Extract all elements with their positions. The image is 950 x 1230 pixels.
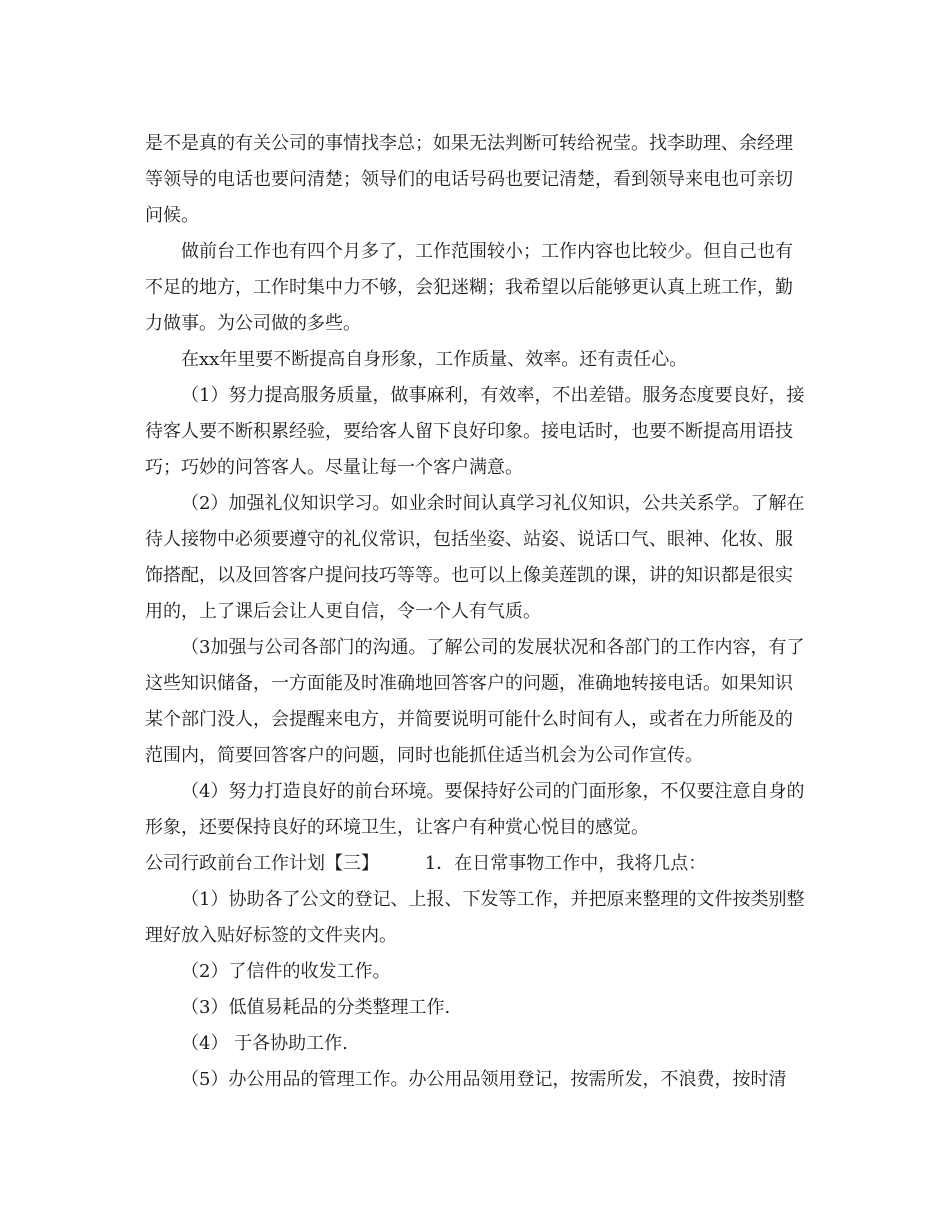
- paragraph-goal-2: （2）加强礼仪知识学习。如业余时间认真学习礼仪知识，公共关系学。了解在待人接物中必须要遵守的礼仪常识，包括坐姿、站姿、说话口气、眼神、化妆、服饰搭配，以及回答客户提问技巧等等。也可以上像美莲凯的课，讲的知识都是很实用的，上了课后会让人更自信，令一个人有气质。: [145, 493, 805, 622]
- section-heading-plan-three: 公司行政前台工作计划【三】 1．在日常事物工作中，我将几点：: [145, 853, 707, 874]
- paragraph-task-2: （2）了信件的收发工作。: [181, 961, 391, 982]
- paragraph-task-3: （3）低值易耗品的分类整理工作.: [181, 997, 451, 1018]
- paragraph-task-5: （5）办公用品的管理工作。办公用品领用登记，按需所发，不浪费，按时清: [181, 1069, 787, 1090]
- paragraph-continuation: 是不是真的有关公司的事情找李总；如果无法判断可转给祝莹。找李助理、余经理等领导的电话也要问清楚；领导们的电话号码也要记清楚，看到领导来电也可亲切问候。: [145, 133, 793, 226]
- paragraph-task-1: （1）协助各了公文的登记、上报、下发等工作，并把原来整理的文件按类别整理好放入贴好标签的文件夹内。: [145, 889, 805, 946]
- paragraph-goals-intro: 在xx年里要不断提高自身形象，工作质量、效率。还有责任心。: [181, 349, 688, 370]
- paragraph-task-4: （4） 于各协助工作.: [181, 1033, 348, 1054]
- paragraph-goal-4: （4）努力打造良好的前台环境。要保持好公司的门面形象，不仅要注意自身的形象，还要保持良好的环境卫生，让客户有种赏心悦目的感觉。: [145, 781, 805, 838]
- paragraph-goal-1: （1）努力提高服务质量，做事麻利，有效率，不出差错。服务态度要良好，接待客人要不断积累经验，要给客人留下良好印象。接电话时，也要不断提高用语技巧；巧妙的问答客人。尽量让每一个客户满意。: [145, 385, 805, 478]
- paragraph-reflection: 做前台工作也有四个月多了，工作范围较小；工作内容也比较少。但自己也有不足的地方，工作时集中力不够，会犯迷糊；我希望以后能够更认真上班工作，勤力做事。为公司做的多些。: [145, 241, 793, 334]
- paragraph-goal-3: （3加强与公司各部门的沟通。了解公司的发展状况和各部门的工作内容，有了这些知识储备，一方面能及时准确地回答客户的问题，准确地转接电话。如果知识某个部门没人，会提醒来电方，并简要说明可能什么时间有人，或者在力所能及的范围内，简要回答客户的问题，同时也能抓住适当机会为公司作宣传。: [145, 637, 805, 766]
- document-body: [145, 126, 810, 1098]
